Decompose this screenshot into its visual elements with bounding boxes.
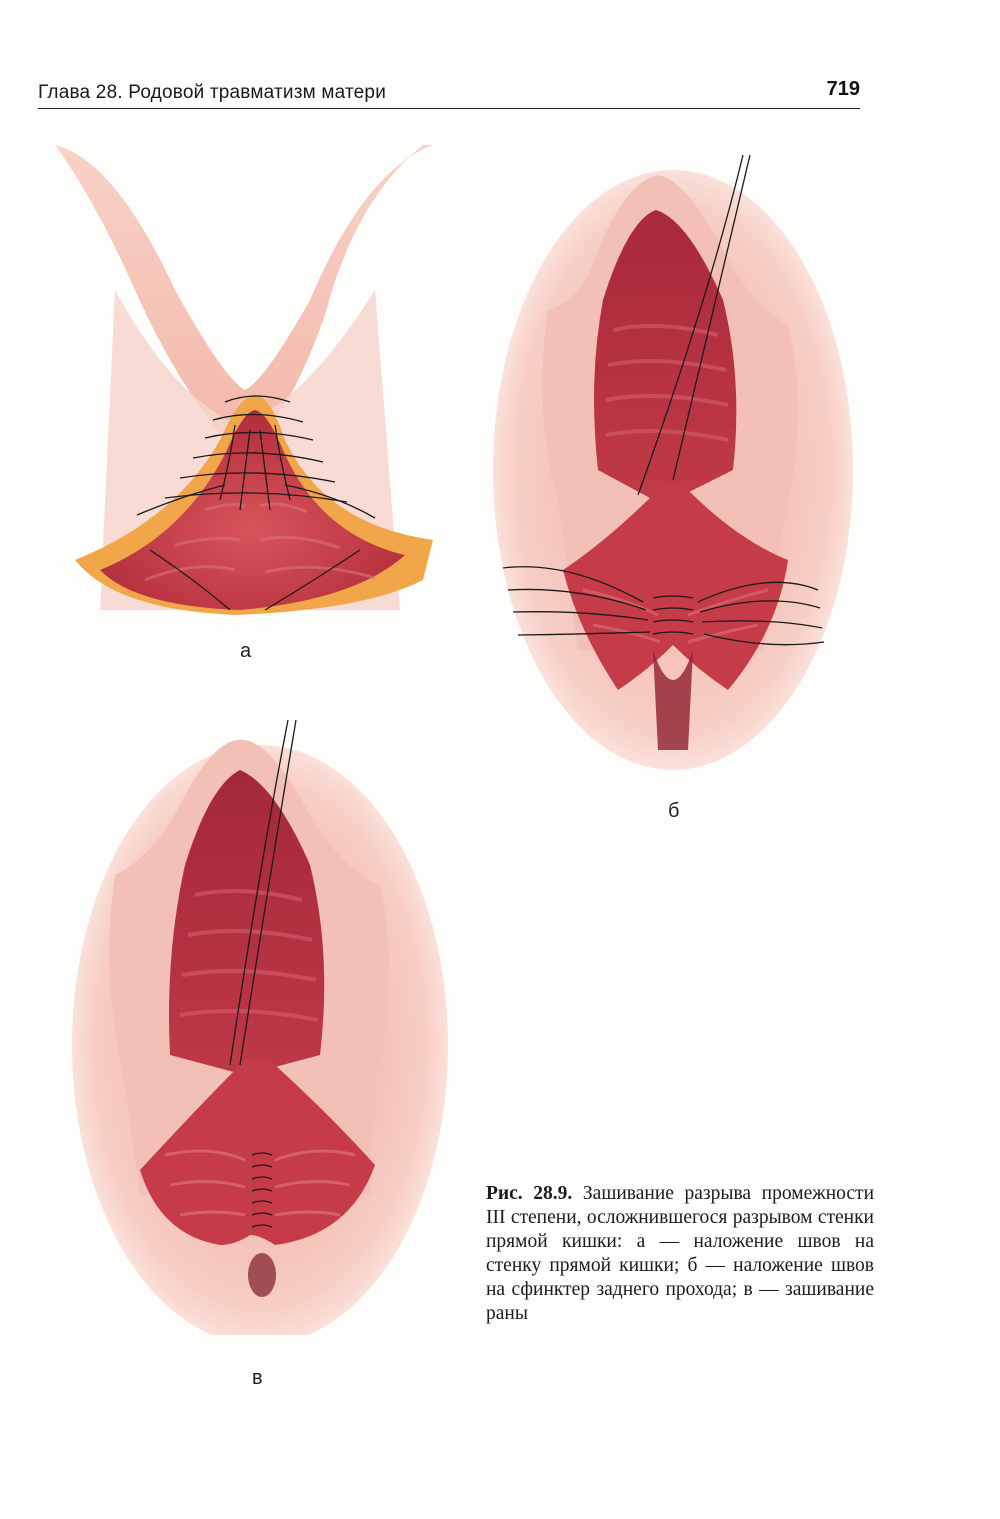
chapter-title: Глава 28. Родовой травматизм матери [38, 82, 387, 103]
page-number: 719 [826, 78, 860, 100]
panel-letter-b: б [668, 800, 680, 822]
illustration-wound-closure [70, 715, 460, 1335]
illustration-rectal-wall-sutures [55, 140, 445, 630]
panel-letter-v: в [252, 1367, 263, 1389]
caption-label: Рис. 28.9. [486, 1183, 573, 1204]
caption-text: Зашивание разрыва промежности III степени, осложнившегося разрывом стенки прямой кишки: а — наложение швов на стенку прямой кишки; б — наложение швов на сфинктер заднего прохода; в — зашивание раны [486, 1183, 874, 1324]
running-head [38, 80, 860, 109]
figure-caption [486, 1182, 874, 1326]
illustration-sphincter-sutures [488, 150, 868, 770]
figure-panel-v [70, 715, 460, 1335]
figure-panel-a [55, 140, 445, 630]
figure-panel-b [488, 150, 868, 770]
panel-letter-a: а [240, 640, 252, 662]
